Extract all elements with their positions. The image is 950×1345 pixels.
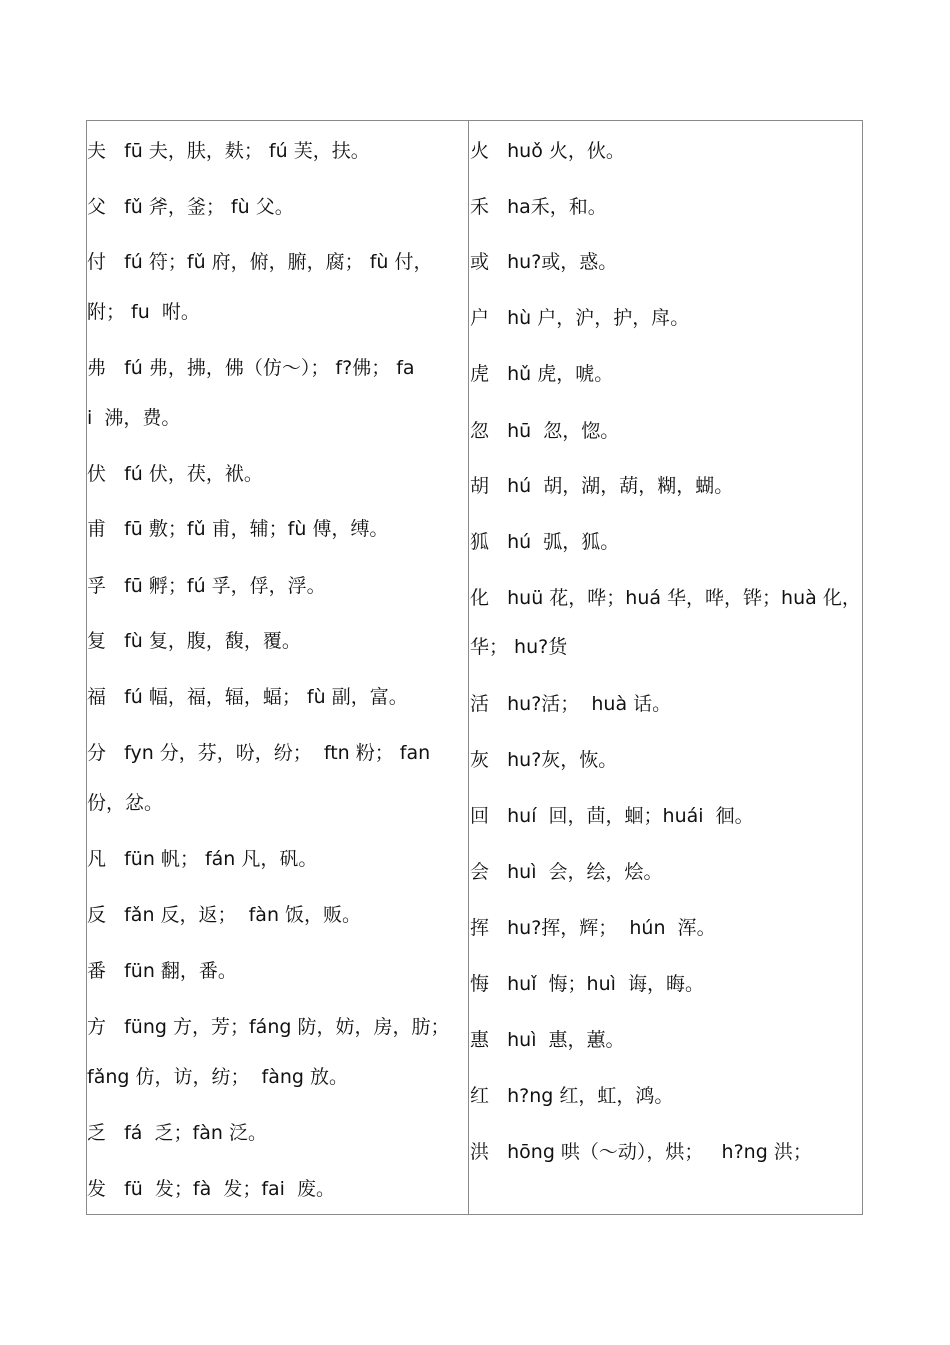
table-line: 孚 fū 孵；fú 孚，俘，浮。 [87, 575, 326, 597]
table-line: fǎng 仿，访，纺； fàng 放。 [87, 1066, 349, 1088]
table-line: 禾 ha禾，和。 [470, 196, 607, 218]
table-line: 甫 fū 敷；fǔ 甫，辅；fù 傅，缚。 [87, 518, 389, 540]
table-line: 分 fyn 分，芬，吩，纷； ftn 粉； fan [87, 742, 431, 764]
table-line: 发 fü 发；fà 发；fai 废。 [87, 1178, 336, 1200]
table-line: 华； hu?货 [470, 636, 568, 658]
right-column [469, 121, 862, 1214]
table-line: 乏 fá 乏；fàn 泛。 [87, 1122, 267, 1144]
table-line: 化 huü 花，哗；huá 华，哗，铧；huà 化， [470, 587, 861, 609]
table-line: 火 huǒ 火，伙。 [470, 140, 625, 162]
table-line: 忽 hū 忽，惚。 [470, 420, 620, 442]
character-table [86, 120, 863, 1215]
table-line: 方 füng 方，芳；fáng 防，妨，房，肪； [87, 1016, 450, 1038]
table-line: i 沸，费。 [87, 407, 181, 429]
table-line: 复 fù 复，腹，馥，覆。 [87, 630, 301, 652]
table-line: 附； fu 咐。 [87, 301, 200, 323]
table-line: 或 hu?或，惑。 [470, 251, 618, 273]
table-line: 份，忿。 [87, 792, 164, 814]
table-line: 伏 fú 伏，茯，袱。 [87, 463, 263, 485]
table-line: 狐 hú 弧，狐。 [470, 531, 620, 553]
table-line: 胡 hú 胡，湖，葫，糊，蝴。 [470, 475, 734, 497]
table-line: 惠 huì 惠，蕙。 [470, 1029, 625, 1051]
table-line: 挥 hu?挥，辉； hún 浑。 [470, 917, 716, 939]
table-line: 户 hù 户，沪，护，戽。 [470, 307, 690, 329]
table-line: 父 fǔ 斧，釜； fù 父。 [87, 196, 294, 218]
table-line: 弗 fú 弗，拂，佛（仿～）； f?佛； fa [87, 357, 415, 379]
table-line: 凡 fün 帆； fán 凡，矾。 [87, 848, 318, 870]
table-line: 虎 hǔ 虎，唬。 [470, 363, 614, 385]
table-line: 活 hu?活； huà 话。 [470, 693, 672, 715]
table-line: 番 fün 翻，番。 [87, 960, 237, 982]
table-line: 福 fú 幅，福，辐，蝠； fù 副，富。 [87, 686, 408, 708]
left-column [87, 121, 469, 1214]
table-line: 会 huì 会，绘，烩。 [470, 861, 663, 883]
table-line: 付 fú 符；fǔ 府，俯，腑，腐； fù 付， [87, 251, 433, 273]
table-line: 回 huí 回，茴，蛔；huái 徊。 [470, 805, 754, 827]
table-line: 夫 fū 夫，肤，麸； fú 芙，扶。 [87, 140, 370, 162]
table-line: 红 h?ng 红，虹，鸿。 [470, 1085, 674, 1107]
table-line: 反 fǎn 反，返； fàn 饭，贩。 [87, 904, 362, 926]
table-line: 悔 huǐ 悔；huì 诲，晦。 [470, 973, 705, 995]
table-line: 灰 hu?灰，恢。 [470, 749, 618, 771]
table-line: 洪 hōng 哄（～动），烘； h?ng 洪； [470, 1141, 812, 1163]
